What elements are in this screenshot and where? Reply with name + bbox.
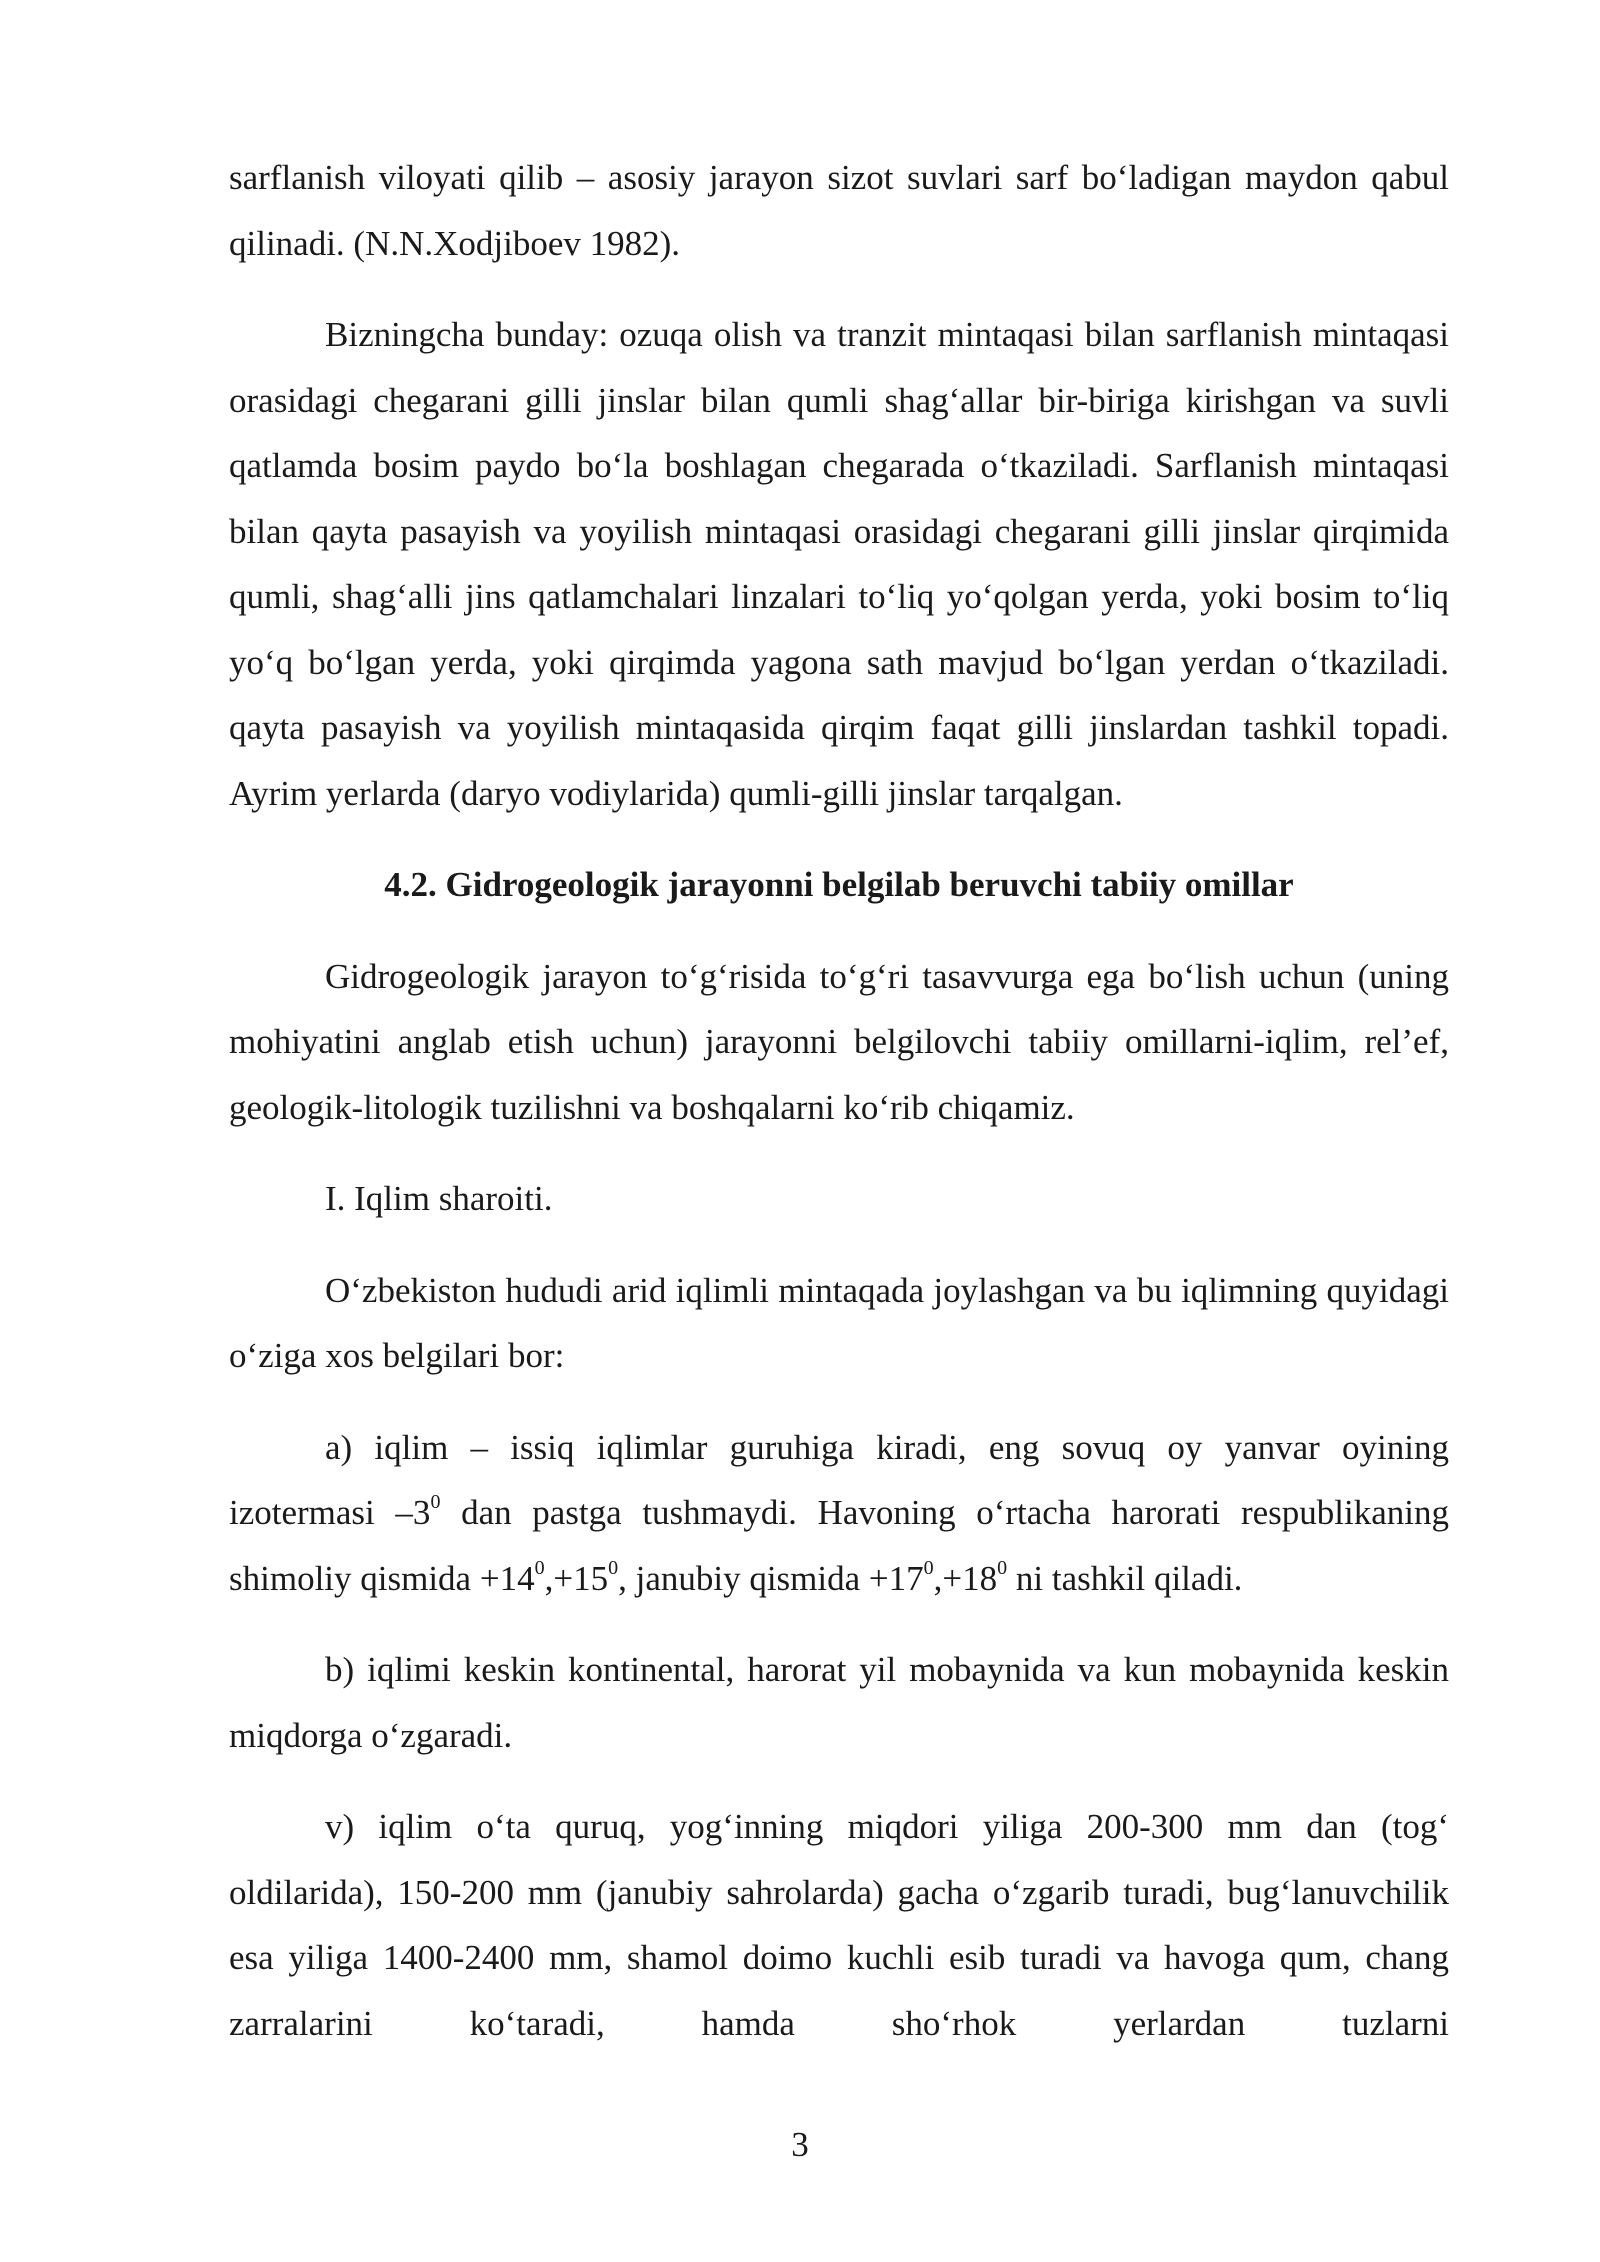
paragraph-item-b: b) iqlimi keskin kontinental, harorat yil mobaynida va kun mobaynida keskin miqdorga o‘zgaradi. xyxy=(229,1650,1449,1755)
paragraph-uzbekistan-climate: O‘zbekiston hududi arid iqlimli mintaqada joylashgan va bu iqlimning quyidagi o‘ziga xos belgilari bor: xyxy=(229,1270,1449,1375)
page-number: 3 xyxy=(791,2125,809,2164)
item-a-text-2: dan pastga tushmaydi. Havoning o‘rtacha harorati respublikaning shimoliy qismida +14 xyxy=(229,1493,1450,1598)
degree-superscript: 0 xyxy=(534,1556,545,1579)
degree-superscript: 0 xyxy=(923,1556,934,1579)
paragraph-climate-heading: I. Iqlim sharoiti. xyxy=(325,1179,553,1218)
item-a-text-5: ,+18 xyxy=(933,1558,998,1598)
degree-superscript: 0 xyxy=(430,1491,441,1513)
paragraph-continuation: sarflanish viloyati qilib – asosiy jarayon sizot suvlari sarf bo‘ladigan maydon qabul qilinadi. (N.N.Xodjiboev 1982). xyxy=(229,158,1449,263)
paragraph-boundary-definition: Bizningcha bunday: ozuqa olish va tranzit mintaqasi bilan sarflanish mintaqasi orasidagi chegarani gilli jinslar bilan qumli shag‘allar bir-biriga kirishgan va suvli qatlamda bosim paydo bo‘la boshlagan chegarada o‘tkaziladi. Sarflanish mintaqasi bilan qayta pasayish va yoyilish mintaqasi orasidagi chegarani gilli jinslar qirqimida qumli, shag‘alli jins qatlamchalari linzalari to‘liq yo‘qolgan yerda, yoki bosim to‘liq yo‘q bo‘lgan yerda, yoki qirqimda yagona sath mavjud bo‘lgan yerdan o‘tkaziladi. qayta pasayish va yoyilish mintaqasida qirqim faqat gilli jinslardan tashkil topadi. Ayrim yerlarda (daryo vodiylarida) qumli-gilli jinslar tarqalgan. xyxy=(229,315,1449,813)
section-heading: 4.2. Gidrogeologik jarayonni belgilab beruvchi tabiiy omillar xyxy=(384,865,1294,904)
paragraph-natural-factors: Gidrogeologik jarayon to‘g‘risida to‘g‘ri tasavvurga ega bo‘lish uchun (uning mohiyatini anglab etish uchun) jarayonni belgilovchi tabiiy omillarni-iqlim, rel’ef, geologik-litologik tuzilishni va boshqalarni ko‘rib chiqamiz. xyxy=(229,956,1449,1127)
paragraph-item-a xyxy=(229,1415,1449,1612)
degree-superscript: 0 xyxy=(997,1556,1008,1579)
item-a-text-1: a) iqlim – issiq iqlimlar guruhiga kiradi, eng sovuq oy yanvar oyining izotermasi –3 xyxy=(229,1427,1449,1532)
page-body xyxy=(229,145,1449,2056)
degree-superscript: 0 xyxy=(608,1556,619,1579)
item-a-text-4: , janubiy qismida +17 xyxy=(618,1558,924,1598)
paragraph-item-v: v) iqlim o‘ta quruq, yog‘inning miqdori yiliga 200-300 mm dan (tog‘ oldilarida), 150-200 mm (janubiy sahrolarda) gacha o‘zgarib turadi, bug‘lanuvchilik esa yiliga 1400-2400 mm, shamol doimo kuchli esib turadi va havoga qum, chang zarralarini ko‘taradi, hamda sho‘rhok yerlardan tuzlarni xyxy=(229,1807,1449,2043)
item-a-text-6: ni tashkil qiladi. xyxy=(1007,1558,1243,1598)
item-a-text-3: ,+15 xyxy=(544,1558,609,1598)
